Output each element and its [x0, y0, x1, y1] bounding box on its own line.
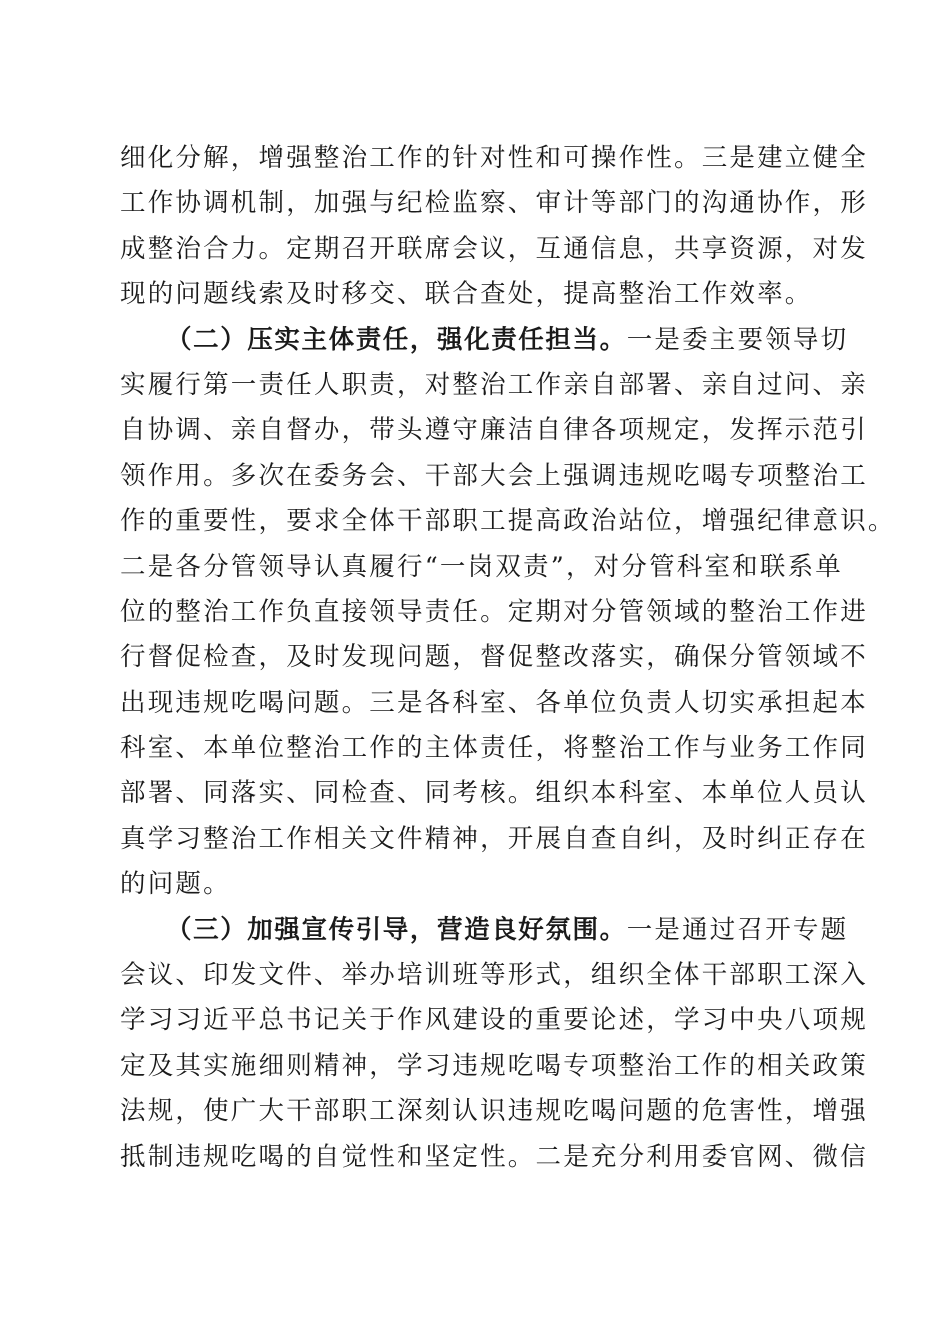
paragraph-line: 现的问题线索及时移交、联合查处，提高整治工作效率。: [120, 279, 813, 310]
paragraph-1: [120, 136, 868, 318]
paragraph-line: 真学习整治工作相关文件精神，开展自查自纠，及时纠正存在: [120, 823, 868, 854]
paragraph-2: [120, 318, 896, 908]
section-heading-2: （二）压实主体责任，强化责任担当。: [166, 324, 627, 355]
paragraph-line: 法规，使广大干部职工深刻认识违规吃喝问题的危害性，增强: [120, 1096, 868, 1127]
paragraph-line: 实履行第一责任人职责，对整治工作亲自部署、亲自过问、亲: [120, 369, 868, 400]
paragraph-line: 自协调、亲自督办，带头遵守廉洁自律各项规定，发挥示范引: [120, 415, 868, 446]
paragraph-line: 成整治合力。定期召开联席会议，互通信息，共享资源，对发: [120, 233, 868, 264]
paragraph-line: 二是各分管领导认真履行“一岗双责”，对分管科室和联系单: [120, 551, 843, 582]
paragraph-line-rest: 一是通过召开专题: [626, 914, 849, 945]
paragraph-line-rest: 一是委主要领导切: [626, 324, 849, 355]
paragraph-line: 科室、本单位整治工作的主体责任，将整治工作与业务工作同: [120, 733, 868, 764]
paragraph-line: 会议、印发文件、举办培训班等形式，组织全体干部职工深入: [120, 960, 868, 991]
paragraph-first-line: [120, 318, 849, 363]
paragraph-line: 学习习近平总书记关于作风建设的重要论述，学习中央八项规: [120, 1005, 868, 1036]
paragraph-line: 位的整治工作负直接领导责任。定期对分管领域的整治工作进: [120, 596, 868, 627]
paragraph-line: 行督促检查，及时发现问题，督促整改落实，确保分管领域不: [120, 642, 868, 673]
paragraph-line: 出现违规吃喝问题。三是各科室、各单位负责人切实承担起本: [120, 687, 868, 718]
paragraph-line: 作的重要性，要求全体干部职工提高政治站位，增强纪律意识。: [120, 506, 896, 537]
paragraph-line: 工作协调机制，加强与纪检监察、审计等部门的沟通协作，形: [120, 188, 868, 219]
paragraph-line: 抵制违规吃喝的自觉性和坚定性。二是充分利用委官网、微信: [120, 1141, 868, 1172]
paragraph-first-line: [120, 908, 849, 953]
paragraph-line: 的问题。: [120, 869, 231, 900]
paragraph-line: 领作用。多次在委务会、干部大会上强调违规吃喝专项整治工: [120, 460, 868, 491]
paragraph-3: [120, 908, 868, 1180]
document-body: [120, 136, 896, 1180]
section-heading-3: （三）加强宣传引导，营造良好氛围。: [166, 914, 627, 945]
paragraph-line: 定及其实施细则精神，学习违规吃喝专项整治工作的相关政策: [120, 1050, 868, 1081]
paragraph-line: 部署、同落实、同检查、同考核。组织本科室、本单位人员认: [120, 778, 868, 809]
paragraph-line: 细化分解，增强整治工作的针对性和可操作性。三是建立健全: [120, 143, 868, 173]
